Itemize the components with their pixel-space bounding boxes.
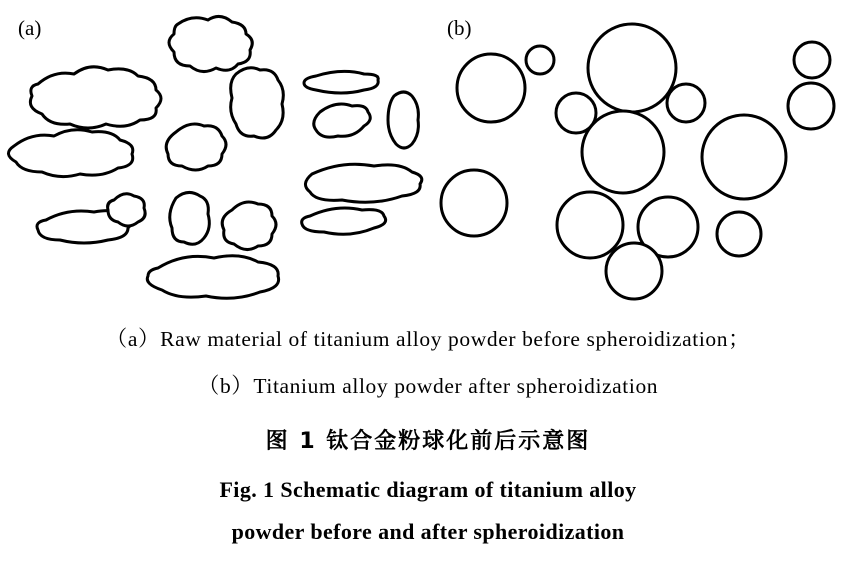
particle-a5 [388,92,418,148]
particle-a14 [302,208,386,234]
panel-label-a: (a) [18,16,42,40]
particle-b8 [441,170,507,236]
particle-a9 [305,164,421,202]
caption-block [0,322,856,561]
caption-panel-b: （b）Titanium alloy powder after spheroidization [197,374,659,398]
particle-a2 [30,67,161,128]
particle-b13 [794,42,830,78]
particle-b5 [788,83,834,129]
particle-b9 [557,192,623,258]
particle-b4 [667,84,705,122]
particle-a3 [231,68,284,138]
particle-a13 [222,202,276,250]
particle-b12 [606,243,662,299]
caption-panel-a: （a）Raw material of titanium alloy powder before spheroidization； [105,327,751,351]
particle-a12 [170,192,210,244]
panel-label-b: (b) [447,16,472,40]
particle-a6 [314,104,371,137]
particle-a1 [169,16,252,71]
particle-b2 [457,54,525,122]
particle-b14 [526,46,554,74]
figure-title-english-line2: powder before and after spheroidization [231,519,625,544]
particle-b6 [582,111,664,193]
particle-b11 [717,212,761,256]
particle-b7 [702,115,786,199]
figure-title-chinese: 图 1 钛合金粉球化前后示意图 [265,429,591,454]
figure-title-english-line1: Fig. 1 Schematic diagram of titanium alloy [219,477,637,502]
particle-a11 [108,194,146,226]
particle-a15 [147,256,278,299]
particle-b1 [588,24,676,112]
particle-a7 [166,124,226,170]
particle-a8 [8,130,132,177]
particle-a4 [304,71,378,93]
